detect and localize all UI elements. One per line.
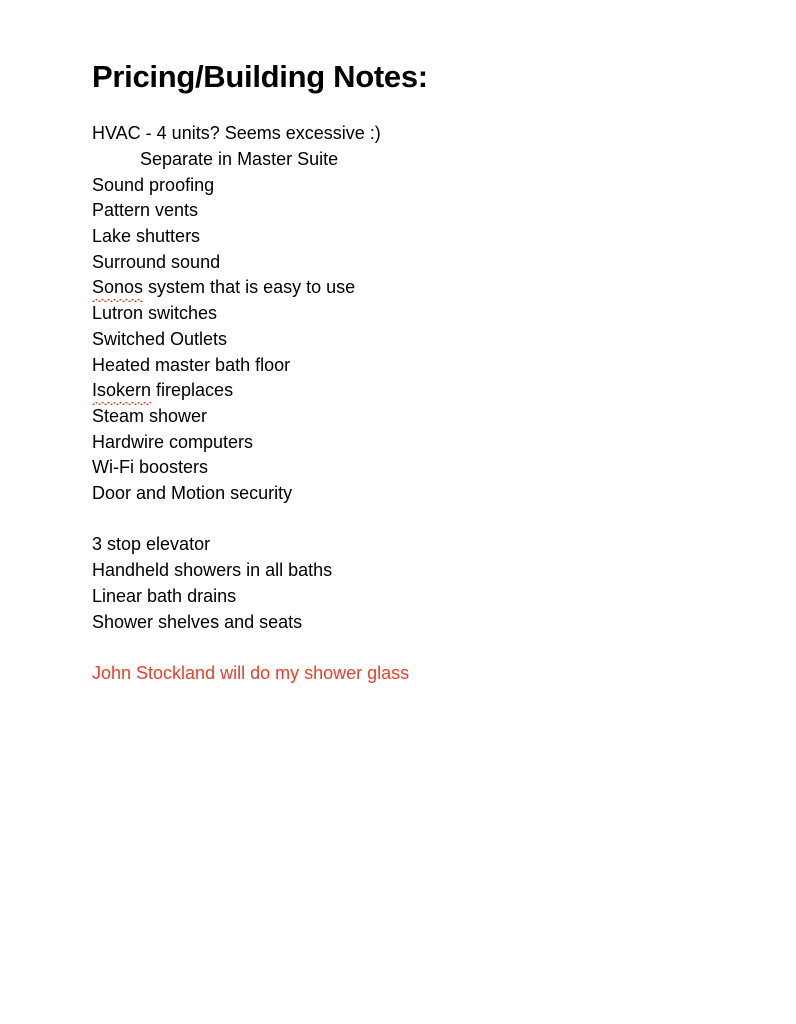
note-line: Steam shower [92,405,208,426]
spellcheck-word: Isokern [92,378,151,404]
blank-line [92,507,706,533]
note-line: Lutron switches [92,303,218,324]
note-line: Separate in Master Suite [140,148,339,169]
note-line: Hardwire computers [92,431,254,452]
note-line: Wi-Fi boosters [92,457,209,478]
note-line: Handheld showers in all baths [92,560,333,581]
note-line: Surround sound [92,251,221,272]
note-line: Switched Outlets [92,328,228,349]
note-line: John Stockland will do my shower glass [92,662,410,683]
blank-line [92,635,706,661]
note-line: Door and Motion security [92,483,293,504]
spellcheck-word: Sonos [92,275,143,301]
note-line: 3 stop elevator [92,534,211,555]
page-title: Pricing/Building Notes: [92,59,428,94]
note-line: Sonos system that is easy to use [92,275,706,301]
note-line: HVAC - 4 units? Seems excessive :) [92,123,381,144]
note-line: Lake shutters [92,226,201,246]
note-line: Shower shelves and seats [92,611,303,632]
note-line: Sound proofing [92,174,215,195]
note-line: Heated master bath floor [92,354,291,375]
note-line: Isokern fireplaces [92,378,706,404]
notes-list [92,121,706,686]
note-line: Linear bath drains [92,585,237,606]
note-line: Pattern vents [92,200,199,221]
